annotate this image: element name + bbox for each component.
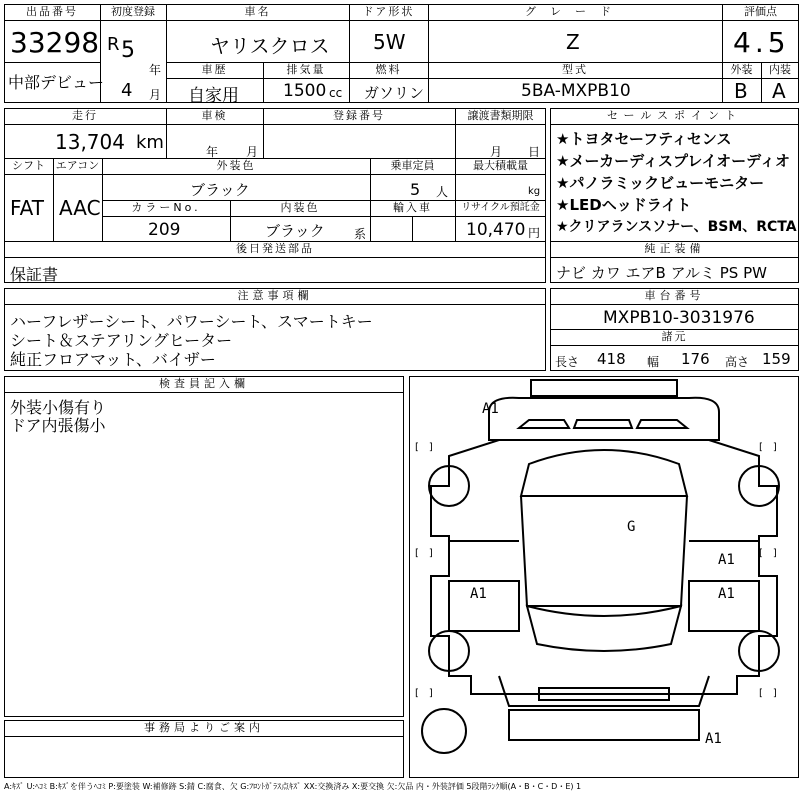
int-grade: A	[772, 79, 786, 103]
chassis-title: 車台番号	[644, 289, 705, 302]
note-line: シート＆ステアリングヒーター	[10, 331, 233, 350]
inspection-label: 車検	[201, 109, 228, 122]
dims-title: 諸元	[661, 330, 688, 343]
damage-mark: A1	[718, 552, 735, 568]
ext-grade: B	[734, 79, 748, 103]
sales-point: ★トヨタセーフティセンス	[556, 130, 732, 148]
transfer-label: 譲渡書類期限	[467, 109, 534, 122]
seats-unit: 人	[436, 185, 449, 199]
inspector-line: 外装小傷有り	[10, 398, 107, 417]
equip-text: ナビ カワ エアB アルミ PS PW	[556, 264, 767, 282]
year-unit: 年	[149, 63, 162, 77]
door-type: 5W	[373, 30, 406, 54]
plate-label: 登録番号	[333, 109, 385, 122]
sales-point: ★パノラミックビューモニター	[556, 174, 765, 192]
legend: A:ｷｽﾞ U:ﾍｺﾐ B:ｷｽﾞを伴うﾍｺﾐ P:要塗装 W:補修跡 S:錆 C:腐食、欠 G:ﾌﾛﾝﾄｶﾞﾗｽ点ｷｽﾞ XX:交換済み X:要交換 欠:欠品 内・外装評価 5段階ﾗﾝｸ順(A・B・C・D・E) 1	[4, 782, 582, 791]
reg-label: 初度登録	[111, 5, 155, 18]
len-label: 長さ	[555, 355, 580, 369]
colorno-label: カラーNo.	[131, 201, 201, 214]
debut-text: 中部デビュー	[8, 73, 105, 92]
load-label: 最大積載量	[473, 159, 528, 172]
sales-point: ★クリアランスソナー、BSM、RCTA	[556, 219, 797, 235]
int-color: ブラック	[265, 222, 325, 240]
disp-label: 排気量	[286, 63, 326, 76]
recycle: 10,470	[466, 220, 526, 240]
ac-label: エアコン	[55, 159, 100, 172]
color-label: 外装色	[216, 159, 256, 172]
model-label: 型式	[562, 63, 588, 76]
mileage: 13,704	[55, 130, 125, 154]
colorno: 209	[148, 220, 181, 240]
chassis-number: MXPB10-3031976	[603, 308, 755, 328]
later-label: 後日発送部品	[236, 242, 314, 255]
damage-mark: G	[627, 519, 636, 535]
svg-text:[ ]: [ ]	[415, 442, 433, 453]
svg-text:[ ]: [ ]	[759, 442, 777, 453]
length: 418	[597, 350, 626, 368]
insp-year: 年	[206, 145, 219, 159]
transfer-day: 日	[528, 145, 541, 159]
history: 自家用	[188, 86, 239, 106]
disp-unit: cc	[329, 86, 343, 100]
insp-month: 月	[246, 145, 259, 159]
model: 5BA-MXPB10	[521, 81, 631, 101]
transfer-month: 月	[490, 145, 503, 159]
ac: AAC	[59, 196, 101, 220]
history-label: 車歴	[201, 63, 228, 76]
intcolor-suffix: 系	[354, 227, 367, 241]
seats-label: 乗車定員	[390, 159, 435, 172]
sales-point: ★メーカーディスプレイオーディオ	[556, 152, 790, 170]
sales-title: セールスポイント	[606, 109, 742, 122]
score: 4.5	[733, 26, 790, 59]
damage-mark: A1	[718, 586, 735, 602]
mileage-label: 走行	[72, 109, 98, 122]
svg-text:[ ]: [ ]	[415, 688, 433, 699]
wid-label: 幅	[647, 355, 660, 369]
shift: FAT	[10, 196, 45, 220]
import-label: 輸入車	[393, 201, 432, 214]
recycle-unit: 円	[528, 226, 541, 240]
name-label: 車名	[244, 5, 271, 18]
sales-point: ★LEDヘッドライト	[556, 196, 692, 214]
svg-text:[ ]: [ ]	[415, 548, 433, 559]
load-unit: kg	[528, 186, 541, 197]
damage-mark: A1	[705, 731, 722, 747]
mileage-unit: km	[136, 132, 164, 153]
displacement: 1500	[283, 81, 327, 101]
fuel: ガソリン	[364, 84, 425, 102]
damage-mark: A1	[470, 586, 487, 602]
intcolor-label: 内装色	[280, 201, 320, 214]
note-line: ハーフレザーシート、パワーシート、スマートキー	[10, 312, 373, 331]
svg-text:[ ]: [ ]	[759, 688, 777, 699]
reg-year: 5	[121, 38, 135, 63]
hgt-label: 高さ	[725, 355, 750, 369]
grade: Z	[566, 30, 580, 54]
fuel-label: 燃料	[375, 63, 402, 76]
recycle-label: リサイクル預託金	[461, 202, 540, 213]
inspector-line: ドア内張傷小	[10, 416, 106, 435]
svg-text:[ ]: [ ]	[759, 548, 777, 559]
reg-month: 4	[121, 80, 133, 101]
era: R	[107, 34, 120, 55]
notes-title: 注意事項欄	[237, 289, 313, 302]
note-line: 純正フロアマット、バイザー	[10, 350, 216, 369]
height: 159	[762, 350, 791, 368]
car-name: ヤリスクロス	[210, 34, 330, 58]
width: 176	[681, 350, 710, 368]
car-diagram	[409, 376, 799, 778]
equip-title: 純正装備	[644, 242, 705, 255]
seats: 5	[410, 180, 421, 199]
sales-list	[550, 128, 799, 240]
damage-mark: A1	[482, 401, 499, 417]
lot-label: 出品番号	[26, 5, 78, 18]
later-parts: 保証書	[10, 265, 59, 284]
door-label: ドア形状	[362, 5, 415, 18]
shift-label: シフト	[12, 159, 45, 172]
grade-label: グレード	[525, 5, 625, 18]
office-title: 事務局よりご案内	[144, 721, 264, 734]
int-label: 内装	[769, 63, 791, 76]
score-label: 評価点	[744, 5, 777, 18]
month-unit: 月	[149, 88, 162, 102]
lot-number: 33298	[10, 26, 100, 59]
ext-label: 外装	[730, 63, 753, 76]
inspector-title: 検査員記入欄	[159, 377, 249, 390]
ext-color: ブラック	[190, 181, 250, 199]
